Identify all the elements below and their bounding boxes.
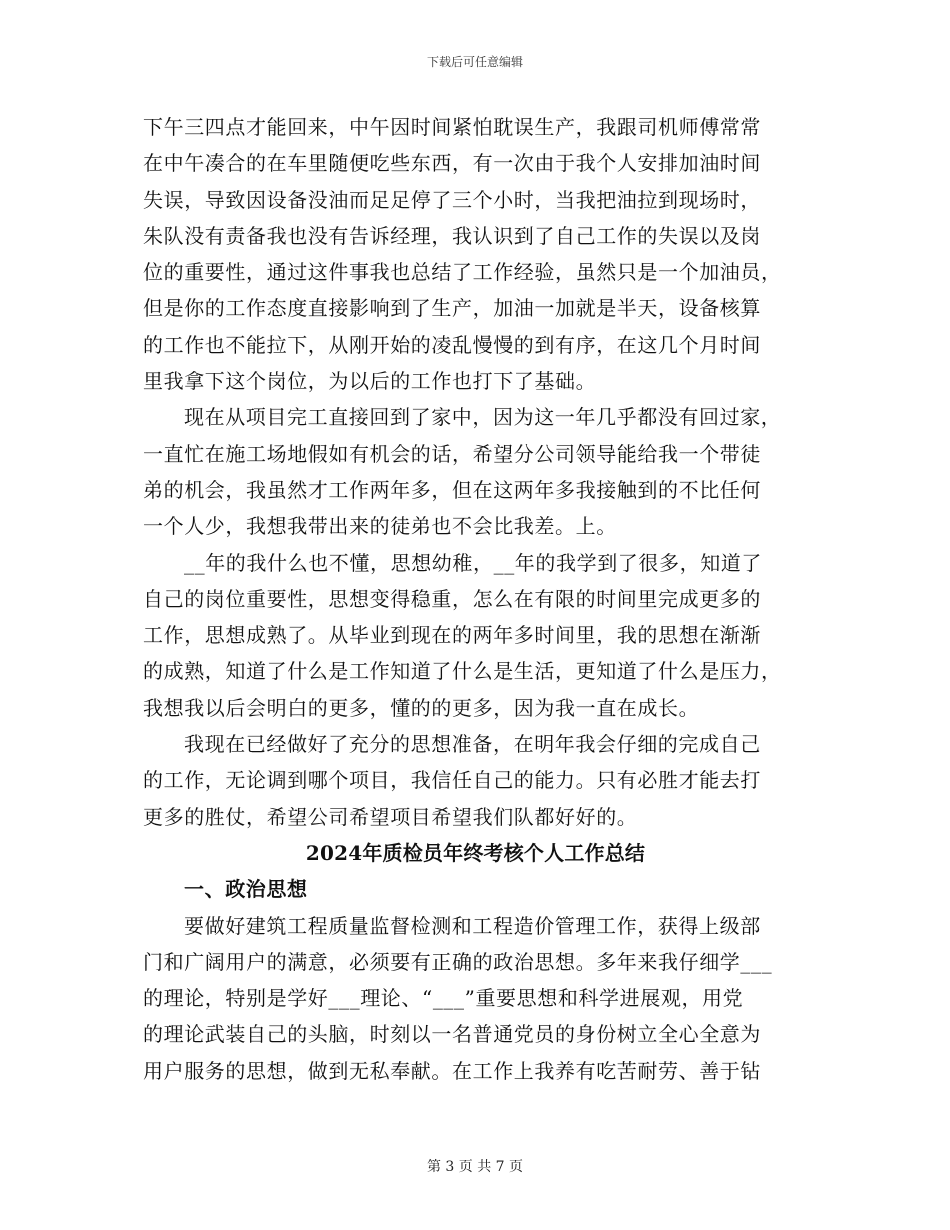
paragraph-4 <box>143 726 808 835</box>
paragraph-2 <box>143 399 808 544</box>
text-line: 门和广阔用户的满意，必须要有正确的政治思想。多年来我仔细学___ <box>143 949 773 974</box>
text-line: 但是你的工作态度直接影响到了生产，加油一加就是半天，设备核算 <box>143 296 761 321</box>
page-footer: 第 3 页 共 7 页 <box>426 1159 524 1175</box>
text-line: 失误，导致因设备没油而足足停了三个小时，当我把油拉到现场时， <box>143 187 761 212</box>
text-line: __年的我什么也不懂，思想幼稚，__年的我学到了很多，知道了 <box>184 550 762 575</box>
text-line: 的理论武装自己的头脑，时刻以一名普通党员的身份树立全心全意为 <box>143 1022 761 1047</box>
paragraph-3 <box>143 545 808 726</box>
text-line: 工作，思想成熟了。从毕业到现在的两年多时间里，我的思想在渐渐 <box>143 623 761 648</box>
text-line: 朱队没有责备我也没有告诉经理，我认识到了自己工作的失误以及岗 <box>143 223 761 248</box>
text-line: 我想我以后会明白的更多，懂的的更多，因为我一直在成长。 <box>143 695 700 720</box>
text-line: 弟的机会，我虽然才工作两年多，但在这两年多我接触到的不比任何 <box>143 477 761 502</box>
text-line: 的成熟，知道了什么是工作知道了什么是生活，更知道了什么是压力， <box>143 659 782 684</box>
paragraph-1 <box>143 109 808 399</box>
text-line: 的工作，无论调到哪个项目，我信任自己的能力。只有必胜才能去打 <box>143 768 761 793</box>
text-line: 位的重要性，通过这件事我也总结了工作经验，虽然只是一个加油员， <box>143 260 782 285</box>
text-line: 我现在已经做好了充分的思想准备，在明年我会仔细的完成自己 <box>184 732 761 757</box>
text-line: 更多的胜仗，希望公司希望项目希望我们队都好好的。 <box>143 804 638 829</box>
text-line: 下午三四点才能回来，中午因时间紧怕耽误生产，我跟司机师傅常常 <box>143 115 761 139</box>
text-line: 在中午凑合的在车里随便吃些东西，有一次由于我个人安排加油时间 <box>143 151 761 176</box>
text-line: 的理论，特别是学好___理论、“___”重要思想和科学进展观，用党 <box>143 986 744 1011</box>
text-line: 用户服务的思想，做到无私奉献。在工作上我养有吃苦耐劳、善于钻 <box>143 1058 761 1083</box>
page-header: 下载后可任意编辑 <box>426 55 523 69</box>
text-line: 的工作也不能拉下，从刚开始的凌乱慢慢的到有序，在这几个月时间 <box>143 332 761 357</box>
text-line: 要做好建筑工程质量监督检测和工程造价管理工作，获得上级部 <box>184 913 761 938</box>
section-heading: 一、政治思想 <box>184 877 308 902</box>
text-line: 一直忙在施工场地假如有机会的话，希望分公司领导能给我一个带徒 <box>143 441 761 466</box>
text-line: 自己的岗位重要性，思想变得稳重，怎么在有限的时间里完成更多的 <box>143 586 761 611</box>
text-line: 一个人少，我想我带出来的徒弟也不会比我差。上。 <box>143 514 617 539</box>
text-line: 现在从项目完工直接回到了家中，因为这一年几乎都没有回过家， <box>184 405 782 430</box>
document-body <box>143 109 808 1089</box>
paragraph-5 <box>143 908 808 1089</box>
document-title: 2024年质检员年终考核个人工作总结 <box>305 840 646 865</box>
text-line: 里我拿下这个岗位，为以后的工作也打下了基础。 <box>143 369 597 394</box>
